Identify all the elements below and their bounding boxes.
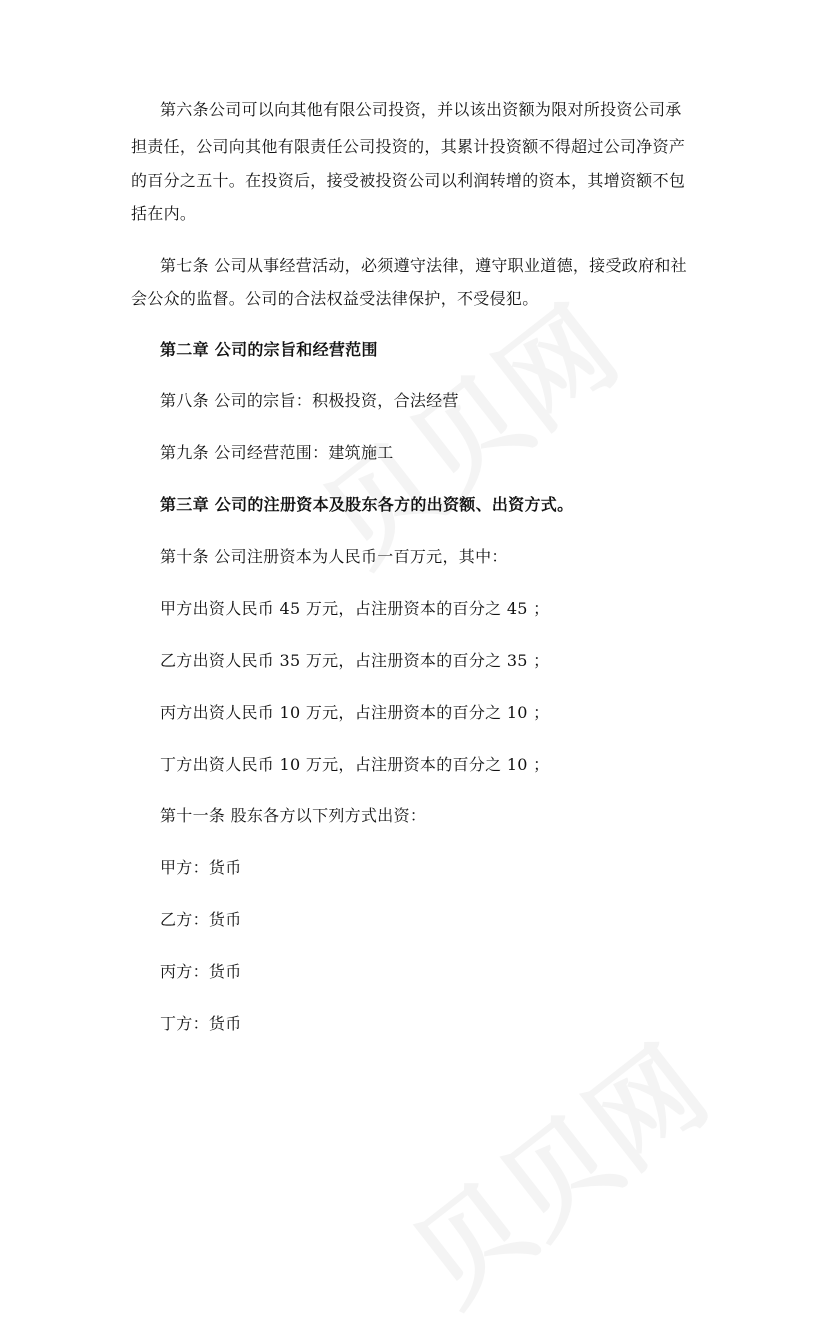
article-6-line: 担责任，公司向其他有限责任公司投资的，其累计投资额不得超过公司净资产 xyxy=(131,137,686,156)
article-8: 第八条 公司的宗旨：积极投资，合法经营 xyxy=(160,391,459,410)
contribution-method-item: 甲方：货币 xyxy=(160,858,242,877)
article-7-line: 会公众的监督。公司的合法权益受法律保护，不受侵犯。 xyxy=(131,289,539,308)
article-6-line: 括在内。 xyxy=(131,204,197,223)
contribution-method-item: 丁方：货币 xyxy=(160,1014,242,1033)
contribution-item: 甲方出资人民币 45 万元，占注册资本的百分之 45 ； xyxy=(160,599,550,618)
contribution-item: 丙方出资人民币 10 万元，占注册资本的百分之 10 ； xyxy=(160,703,550,722)
contribution-method-item: 乙方：货币 xyxy=(160,910,242,929)
contribution-item: 乙方出资人民币 35 万元，占注册资本的百分之 35 ； xyxy=(160,651,550,670)
chapter-2-heading: 第二章 公司的宗旨和经营范围 xyxy=(160,340,378,359)
article-11: 第十一条 股东各方以下列方式出资： xyxy=(160,806,427,825)
watermark xyxy=(286,265,643,593)
contribution-item: 丁方出资人民币 10 万元，占注册资本的百分之 10 ； xyxy=(160,755,550,774)
article-6-line: 的百分之五十。在投资后，接受被投资公司以利润转增的资本，其增资额不包 xyxy=(131,171,686,190)
article-9: 第九条 公司经营范围：建筑施工 xyxy=(160,443,394,462)
article-10: 第十条 公司注册资本为人民币一百万元，其中： xyxy=(160,547,508,566)
article-7-line: 第七条 公司从事经营活动，必须遵守法律，遵守职业道德，接受政府和社 xyxy=(160,256,687,275)
chapter-3-heading: 第三章 公司的注册资本及股东各方的出资额、出资方式。 xyxy=(160,495,574,514)
watermark xyxy=(376,1005,733,1333)
article-6-line: 第六条公司可以向其他有限公司投资，并以该出资额为限对所投资公司承 xyxy=(160,100,682,119)
contribution-method-item: 丙方：货币 xyxy=(160,962,242,981)
